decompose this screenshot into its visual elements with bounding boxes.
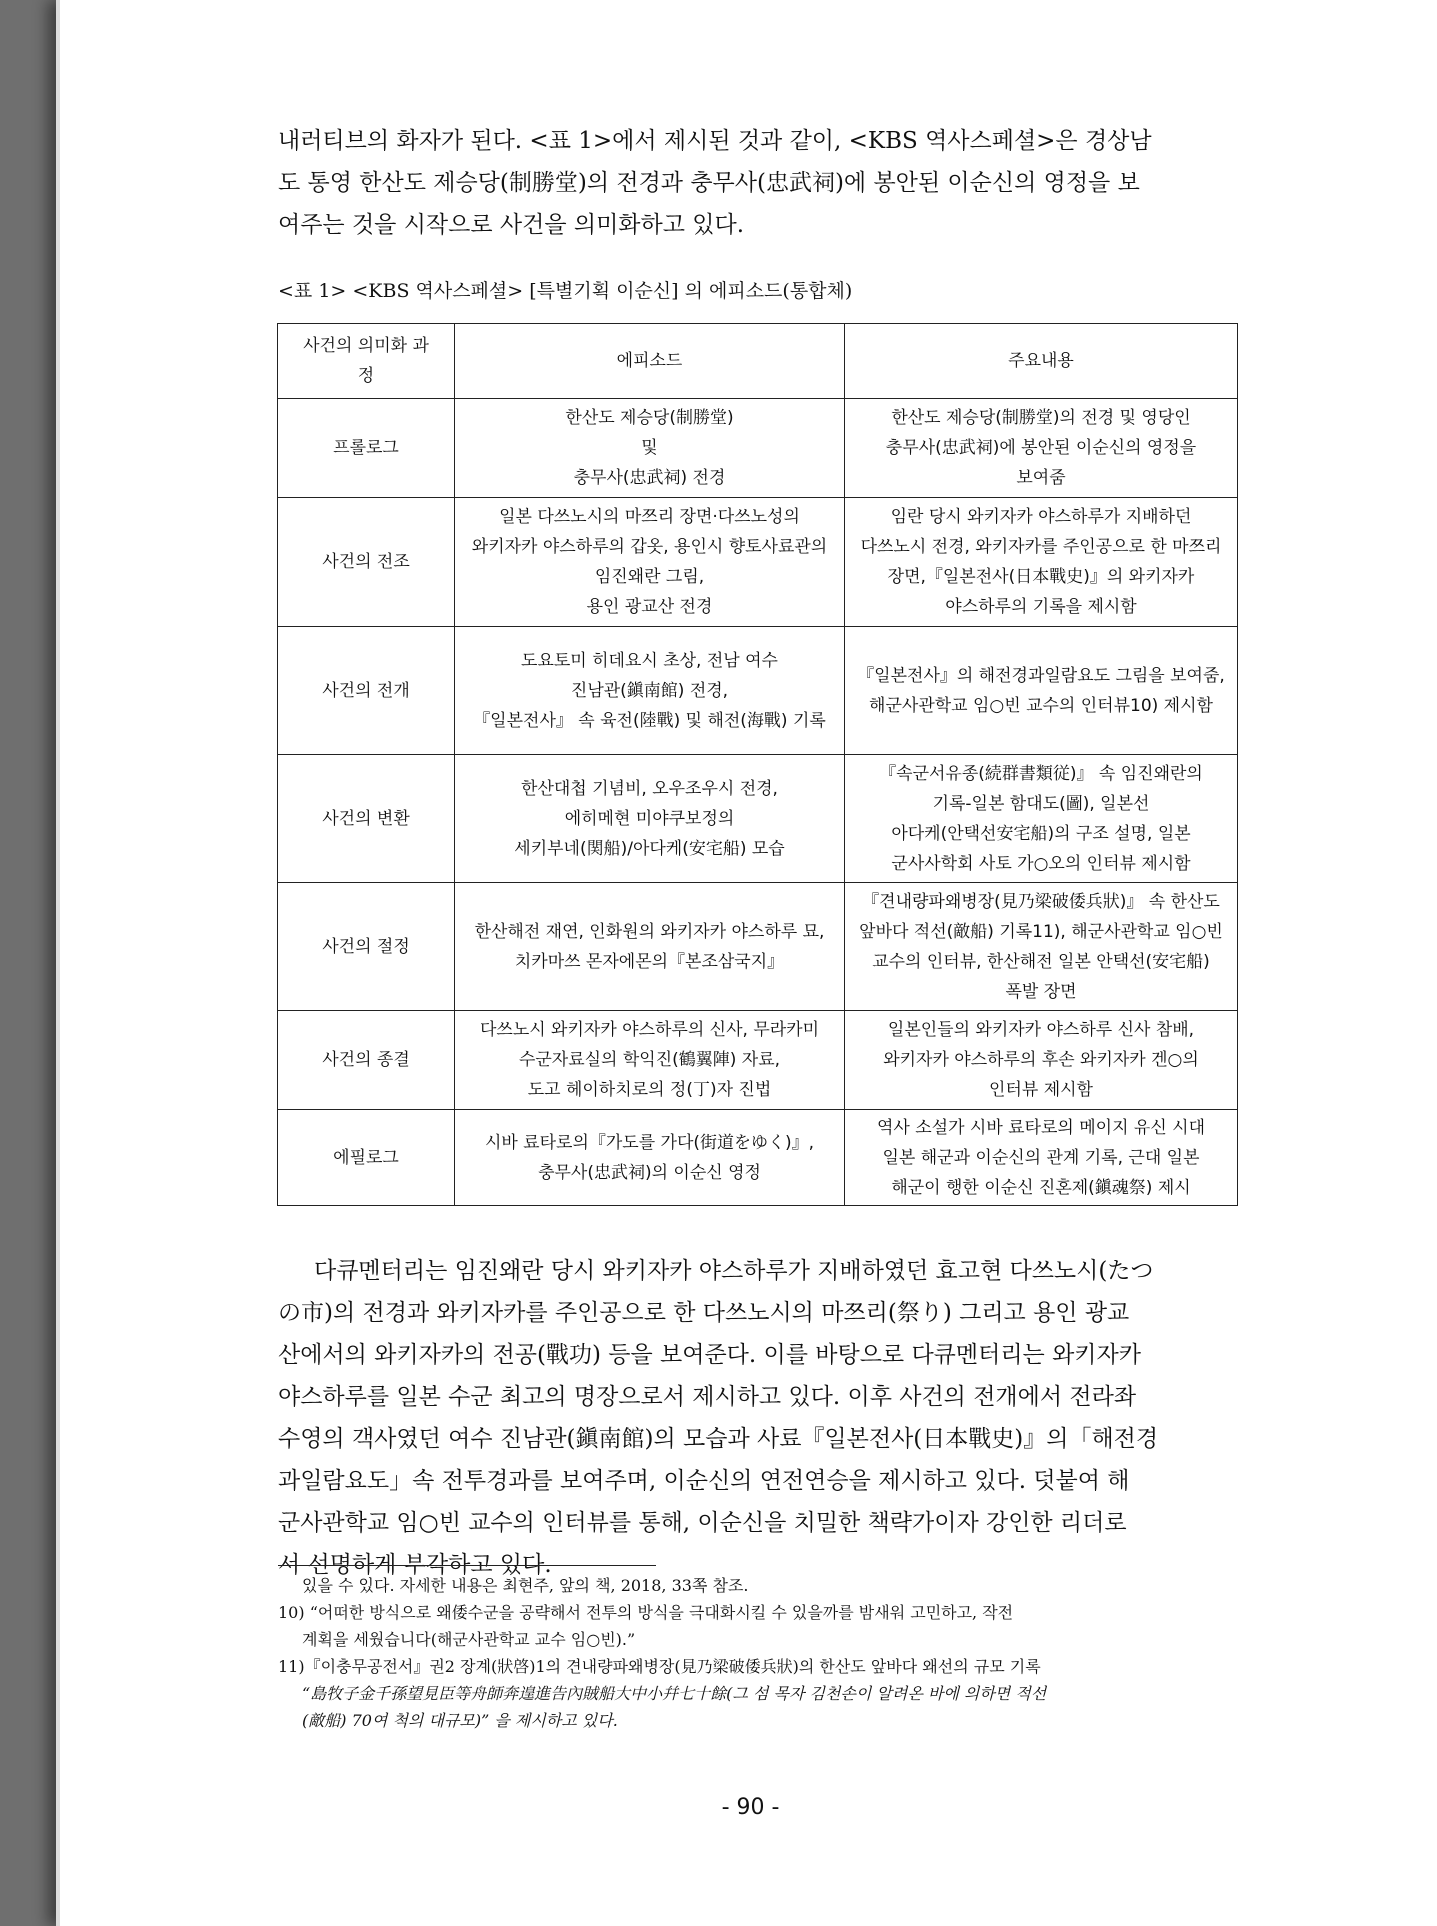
- body-paragraph: [278, 1250, 1298, 1586]
- table-header-row: [278, 324, 1238, 399]
- header-content: 주요내용: [845, 324, 1238, 399]
- footnote-continuation: 있을 수 있다. 자세한 내용은 최현주, 앞의 책, 2018, 33쪽 참조.: [302, 1576, 749, 1595]
- stage-cell: 사건의 변환: [278, 755, 455, 883]
- text-line: 산에서의 와키자카의 전공(戰功) 등을 보여준다. 이를 바탕으로 다큐멘터리는 와키자카: [278, 1342, 1141, 1368]
- text-line: 수영의 객사였던 여수 진남관(鎭南館)의 모습과 사료『일본전사(日本戰史)』의「해전경: [278, 1426, 1159, 1452]
- table-row: [278, 498, 1238, 627]
- text-line: 다큐멘터리는 임진왜란 당시 와키자카 야스하루가 지배하였던 효고현 다쓰노시(たつ: [314, 1258, 1154, 1284]
- episode-cell: 일본 다쓰노시의 마쯔리 장면·다쓰노성의 와키자카 야스하루의 갑옷, 용인시 향토사료관의 임진왜란 그림, 용인 광교산 전경: [455, 498, 845, 627]
- table-row: [278, 627, 1238, 755]
- stage-cell: 사건의 종결: [278, 1011, 455, 1110]
- stage-cell: 사건의 절정: [278, 883, 455, 1011]
- stage-cell: 에필로그: [278, 1110, 455, 1206]
- footnotes: [278, 1572, 1308, 1734]
- table-row: [278, 883, 1238, 1011]
- table-row: [278, 1011, 1238, 1110]
- header-stage: 사건의 의미화 과정: [278, 324, 455, 399]
- table-row: [278, 1110, 1238, 1206]
- episode-cell: 한산해전 재연, 인화원의 와키자카 야스하루 묘, 치카마쓰 몬자에몬의『본조삼국지』: [455, 883, 845, 1011]
- footnote-10: 10) “어떠한 방식으로 왜倭수군을 공략해서 전투의 방식을 극대화시킬 수 있을까를 밤새워 고민하고, 작전: [278, 1603, 1014, 1622]
- episode-cell: 다쓰노시 와키자카 야스하루의 신사, 무라카미 수군자료실의 학익진(鶴翼陣) 자료, 도고 헤이하치로의 정(丁)자 진법: [455, 1011, 845, 1110]
- page-number: - 90 -: [721, 1795, 780, 1820]
- content-cell: 임란 당시 와키자카 야스하루가 지배하던 다쓰노시 전경, 와키자카를 주인공으로 한 마쯔리 장면,『일본전사(日本戰史)』의 와키자카 야스하루의 기록을 제시함: [845, 498, 1238, 627]
- footnote-11-quote: “島牧子金千孫望見臣等舟師奔遑進告內賊船大中小幷七十餘(그 섬 목자 김천손이 알려온 바에 의하면 적선: [302, 1684, 1047, 1703]
- text-line: 내러티브의 화자가 된다. <표 1>에서 제시된 것과 같이, <KBS 역사스페셜>은 경상남: [278, 128, 1152, 154]
- episode-cell: 한산도 제승당(制勝堂) 및 충무사(忠武祠) 전경: [455, 399, 845, 498]
- text-line: 과일람요도」속 전투경과를 보여주며, 이순신의 연전연승을 제시하고 있다. 덧붙여 해: [278, 1468, 1130, 1494]
- text-line: 여주는 것을 시작으로 사건을 의미화하고 있다.: [278, 212, 745, 238]
- stage-cell: 사건의 전조: [278, 498, 455, 627]
- footnote-11: 11)『이충무공전서』권2 장계(狀啓)1의 견내량파왜병장(見乃梁破倭兵狀)의 한산도 앞바다 왜선의 규모 기록: [278, 1657, 1041, 1676]
- header-episode: 에피소드: [455, 324, 845, 399]
- stage-cell: 프롤로그: [278, 399, 455, 498]
- table-caption: <표 1> <KBS 역사스페셜> [특별기획 이순신] 의 에피소드(통합체): [278, 280, 853, 302]
- table-row: [278, 755, 1238, 883]
- episode-cell: 도요토미 히데요시 초상, 전남 여수 진남관(鎭南館) 전경, 『일본전사』 속 육전(陸戰) 및 해전(海戰) 기록: [455, 627, 845, 755]
- footnote-10-cont: 계획을 세웠습니다(해군사관학교 교수 임○빈).”: [302, 1630, 636, 1649]
- content-cell: 『속군서유종(続群書類従)』 속 임진왜란의 기록-일본 함대도(圖), 일본선 아다케(안택선安宅船)의 구조 설명, 일본 군사사학회 사토 가○오의 인터뷰 제시함: [845, 755, 1238, 883]
- stage-cell: 사건의 전개: [278, 627, 455, 755]
- content-cell: 한산도 제승당(制勝堂)의 전경 및 영당인 충무사(忠武祠)에 봉안된 이순신의 영정을 보여줌: [845, 399, 1238, 498]
- table-row: [278, 399, 1238, 498]
- episode-cell: 시바 료타로의『가도를 가다(街道をゆく)』, 충무사(忠武祠)의 이순신 영정: [455, 1110, 845, 1206]
- episode-table: [277, 323, 1238, 1206]
- text-line: 도 통영 한산도 제승당(制勝堂)의 전경과 충무사(忠武祠)에 봉안된 이순신의 영정을 보: [278, 170, 1140, 196]
- content-cell: 일본인들의 와키자카 야스하루 신사 참배, 와키자카 야스하루의 후손 와키자카 겐○의 인터뷰 제시함: [845, 1011, 1238, 1110]
- text-line: 야스하루를 일본 수군 최고의 명장으로서 제시하고 있다. 이후 사건의 전개에서 전라좌: [278, 1384, 1137, 1410]
- content-cell: 『일본전사』의 해전경과일람요도 그림을 보여줌, 해군사관학교 임○빈 교수의 인터뷰10) 제시함: [845, 627, 1238, 755]
- document-page: [56, 0, 1437, 1926]
- content-cell: 역사 소설가 시바 료타로의 메이지 유신 시대 일본 해군과 이순신의 관계 기록, 근대 일본 해군이 행한 이순신 진혼제(鎭魂祭) 제시: [845, 1110, 1238, 1206]
- text-line: 서 선명하게 부각하고 있다.: [278, 1552, 552, 1578]
- content-cell: 『견내량파왜병장(見乃梁破倭兵狀)』 속 한산도 앞바다 적선(敵船) 기록11), 해군사관학교 임○빈 교수의 인터뷰, 한산해전 일본 안택선(安宅船) 폭발 장면: [845, 883, 1238, 1011]
- intro-paragraph: [278, 120, 1298, 246]
- text-line: の市)의 전경과 와키자카를 주인공으로 한 다쓰노시의 마쯔리(祭り) 그리고 용인 광교: [278, 1300, 1130, 1326]
- episode-cell: 한산대첩 기념비, 오우조우시 전경, 에히메현 미야쿠보정의 세키부네(関船)/아다케(安宅船) 모습: [455, 755, 845, 883]
- text-line: 군사관학교 임○빈 교수의 인터뷰를 통해, 이순신을 치밀한 책략가이자 강인한 리더로: [278, 1510, 1127, 1536]
- footnote-divider: [278, 1565, 656, 1566]
- footnote-11-cont: (敵船) 70여 척의 대규모)” 을 제시하고 있다.: [302, 1711, 618, 1730]
